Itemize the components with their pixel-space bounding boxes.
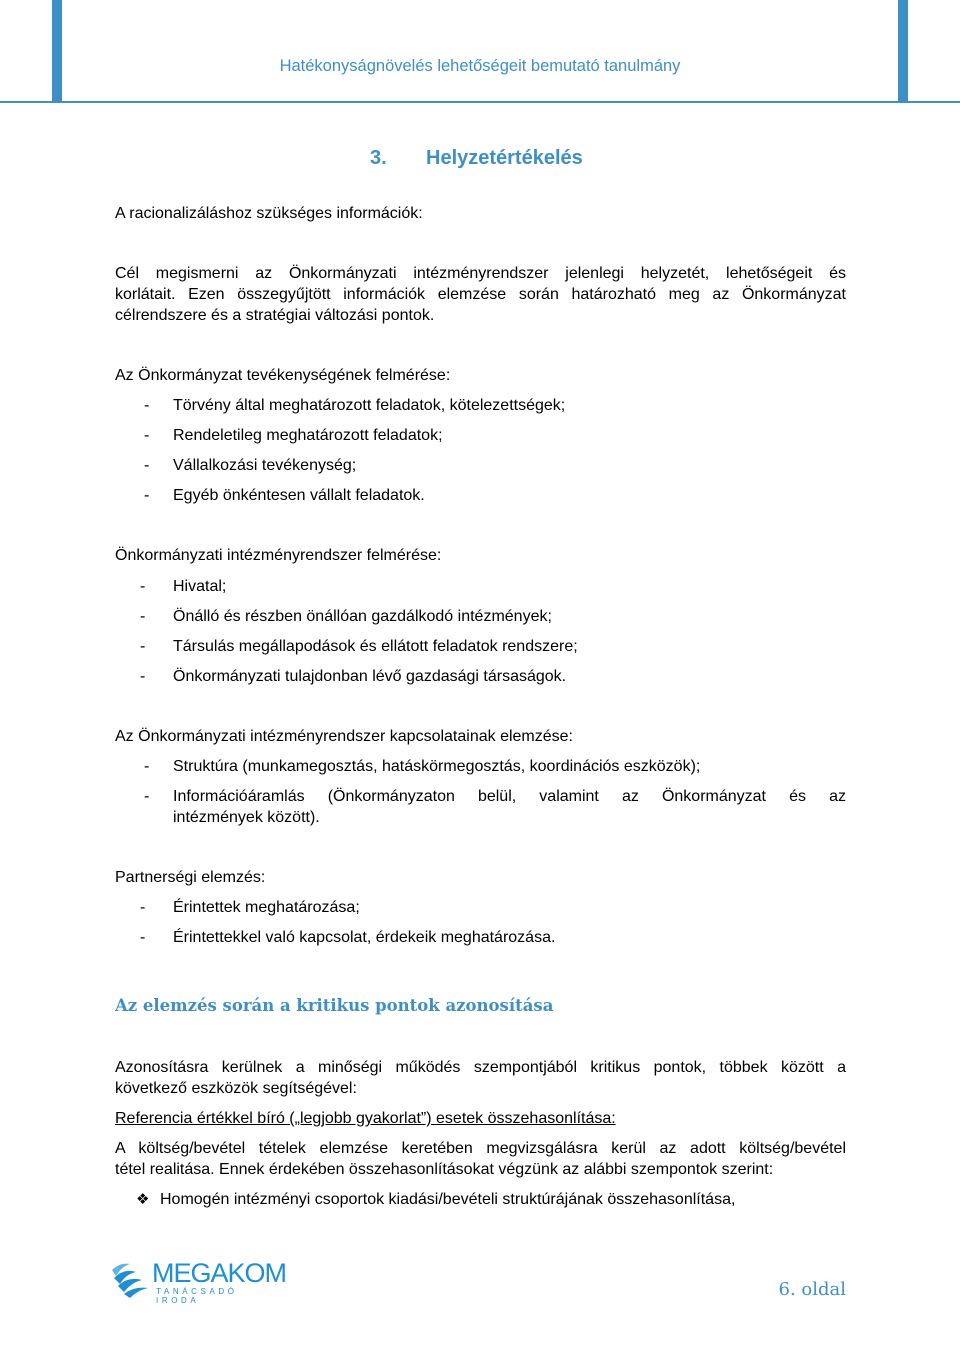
diamond-bullet-icon: ❖ [136,1191,150,1208]
critical-line-2: következő eszközök segítségével: [115,1080,357,1097]
logo-name: MEGAKOM [152,1258,287,1288]
megakom-logo-icon [112,1258,152,1298]
section-number: 3. [370,147,387,169]
header-left-bar [52,0,62,103]
header-right-bar [898,0,908,103]
running-header-title: Hatékonyságnövelés lehetőségeit bemutató tanulmány [279,57,681,75]
reference-heading: Referencia értékkel bíró („legjobb gyakorlat”) esetek összehasonlítása: [115,1110,616,1127]
critical-line-1: Azonosításra kerülnek a minőségi működés szempontjából kritikus pontok, többek között a [115,1059,846,1076]
section-title: Helyzetértékelés [426,147,583,169]
relations-title: Az Önkormányzati intézményrendszer kapcsolatainak elemzése: [115,728,573,745]
partnership-title: Partnerségi elemzés: [115,869,266,886]
intro-line-1: Cél megismerni az Önkormányzati intézményrendszer jelenlegi helyzetét, lehetőségeit és [115,265,846,282]
intro-label: A racionalizáláshoz szükséges információk: [115,205,423,222]
header-divider [0,101,960,103]
megakom-logo [112,1258,287,1305]
activity-title: Az Önkormányzat tevékenységének felmérése: [115,367,451,384]
intro-line-2: korlátait. Ezen összegyűjtött információk elemzése során határozható meg az Önkormányzat [115,286,846,303]
intro-line-3: célrendszere és a stratégiai változási pontok. [115,307,435,324]
critical-points-heading: Az elemzés során a kritikus pontok azonosítása [115,996,554,1015]
section-heading [370,147,583,170]
logo-subtitle: TANÁCSADÓ IRODA [156,1287,238,1305]
cost-line-1: A költség/bevétel tételek elemzése keretében megvizsgálásra kerül az adott költség/bevétel [115,1140,846,1157]
institutions-title: Önkormányzati intézményrendszer felmérése: [115,547,442,564]
page-number: 6. oldal [778,1279,846,1300]
cost-line-2: tétel realitása. Ennek érdekében összehasonlításokat végzünk az alábbi szempontok szerint: [115,1161,774,1178]
